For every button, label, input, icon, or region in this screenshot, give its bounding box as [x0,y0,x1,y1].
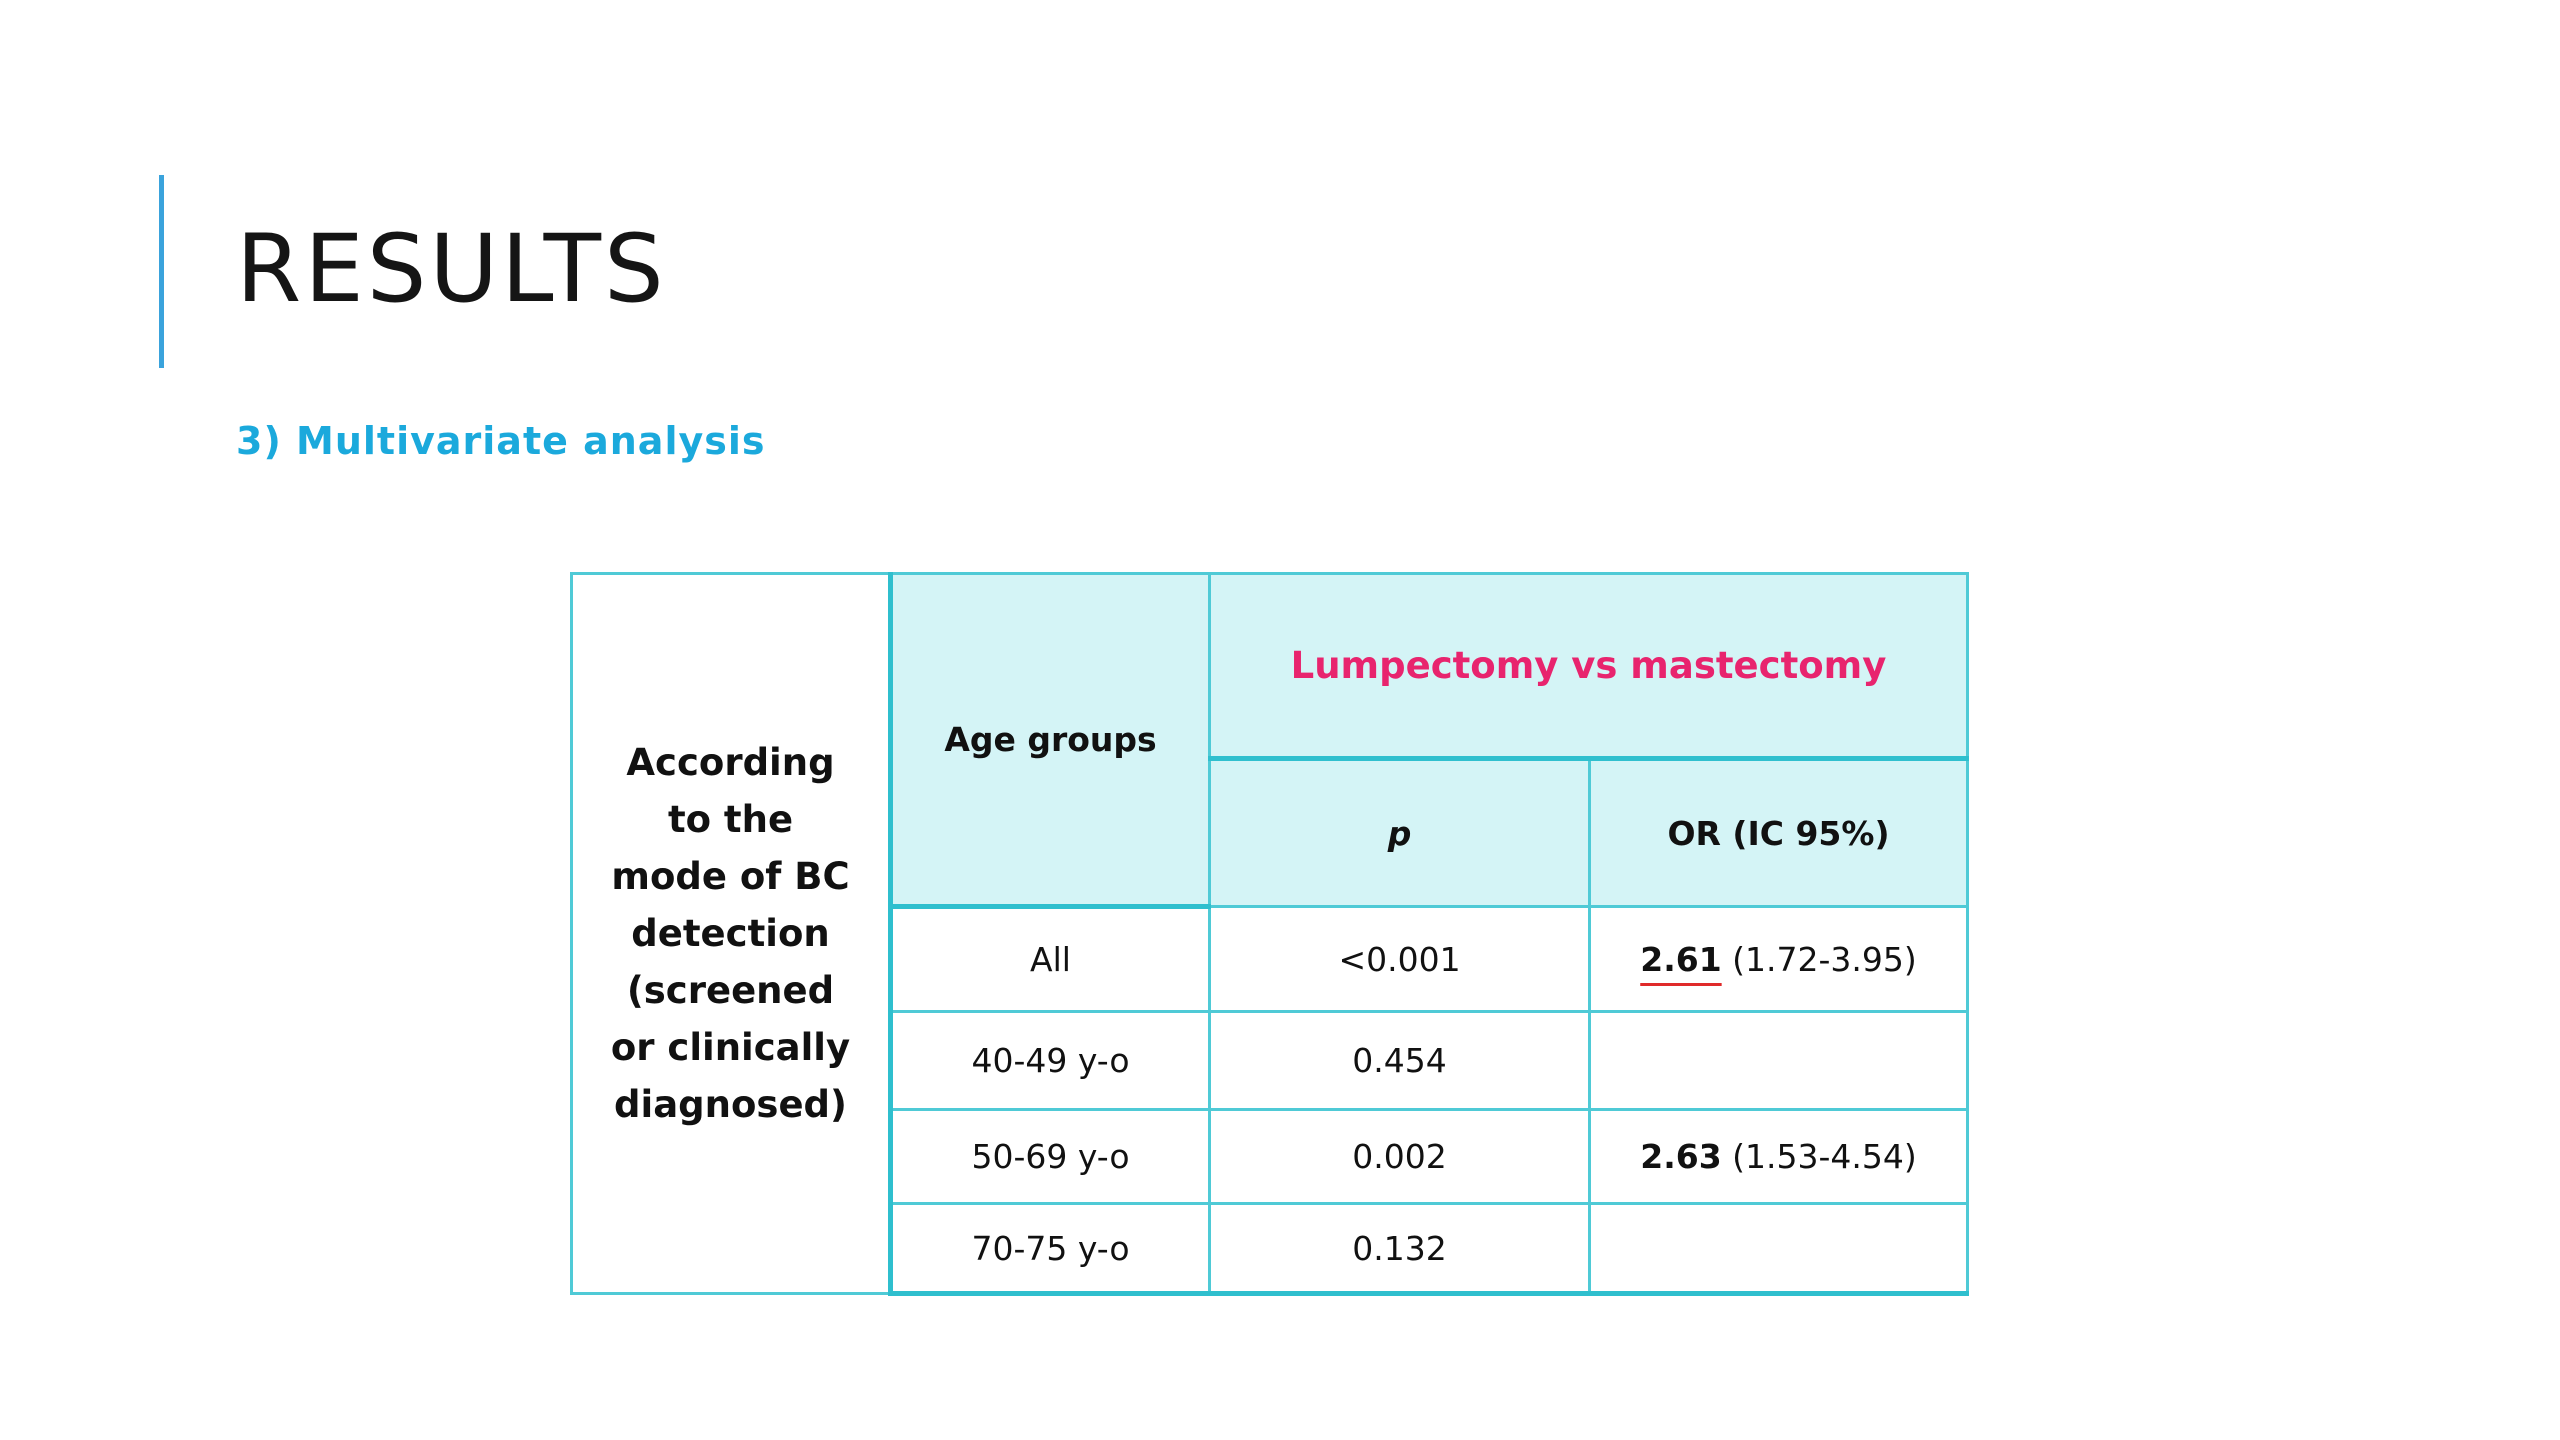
slide-title: RESULTS [236,215,667,324]
odds-ratio-value: 2.63 [1640,1137,1722,1176]
p-value-cell: <0.001 [1210,907,1590,1012]
slide-subtitle: 3) Multivariate analysis [236,419,766,463]
p-value-cell: 0.454 [1210,1012,1590,1110]
title-accent-bar [159,175,164,368]
age-group-cell: 50-69 y-o [891,1110,1210,1204]
p-value-header-cell [1210,759,1590,907]
odds-ratio-label: OR (IC 95%) [1667,813,1890,853]
odds-ratio-cell [1590,1204,1968,1294]
age-group-cell: 70-75 y-o [891,1204,1210,1294]
age-groups-header-cell [891,574,1210,907]
p-value-cell: 0.002 [1210,1110,1590,1204]
confidence-interval: (1.72-3.95) [1721,939,1917,979]
odds-ratio-cell [1590,907,1968,1012]
odds-ratio-cell [1590,1012,1968,1110]
detection-mode-header-cell [572,574,891,1294]
comparison-label: Lumpectomy vs mastectomy [1290,644,1887,687]
age-group-cell: All [891,907,1210,1012]
odds-ratio-value: 2.61 [1640,939,1722,979]
odds-ratio-cell [1590,1110,1968,1204]
p-value-cell: 0.132 [1210,1204,1590,1294]
age-group-cell: 40-49 y-o [891,1012,1210,1110]
age-groups-label: Age groups [944,720,1157,759]
odds-ratio-header-cell [1590,759,1968,907]
comparison-header-cell [1210,574,1968,759]
detection-mode-label: According to the mode of BC detection (screened or clinically diagnosed) [610,741,851,1126]
p-value-label: p [1387,813,1412,853]
confidence-interval: (1.53-4.54) [1721,1137,1917,1176]
multivariate-results-table [570,572,1969,1296]
table-header-row [572,574,1968,759]
